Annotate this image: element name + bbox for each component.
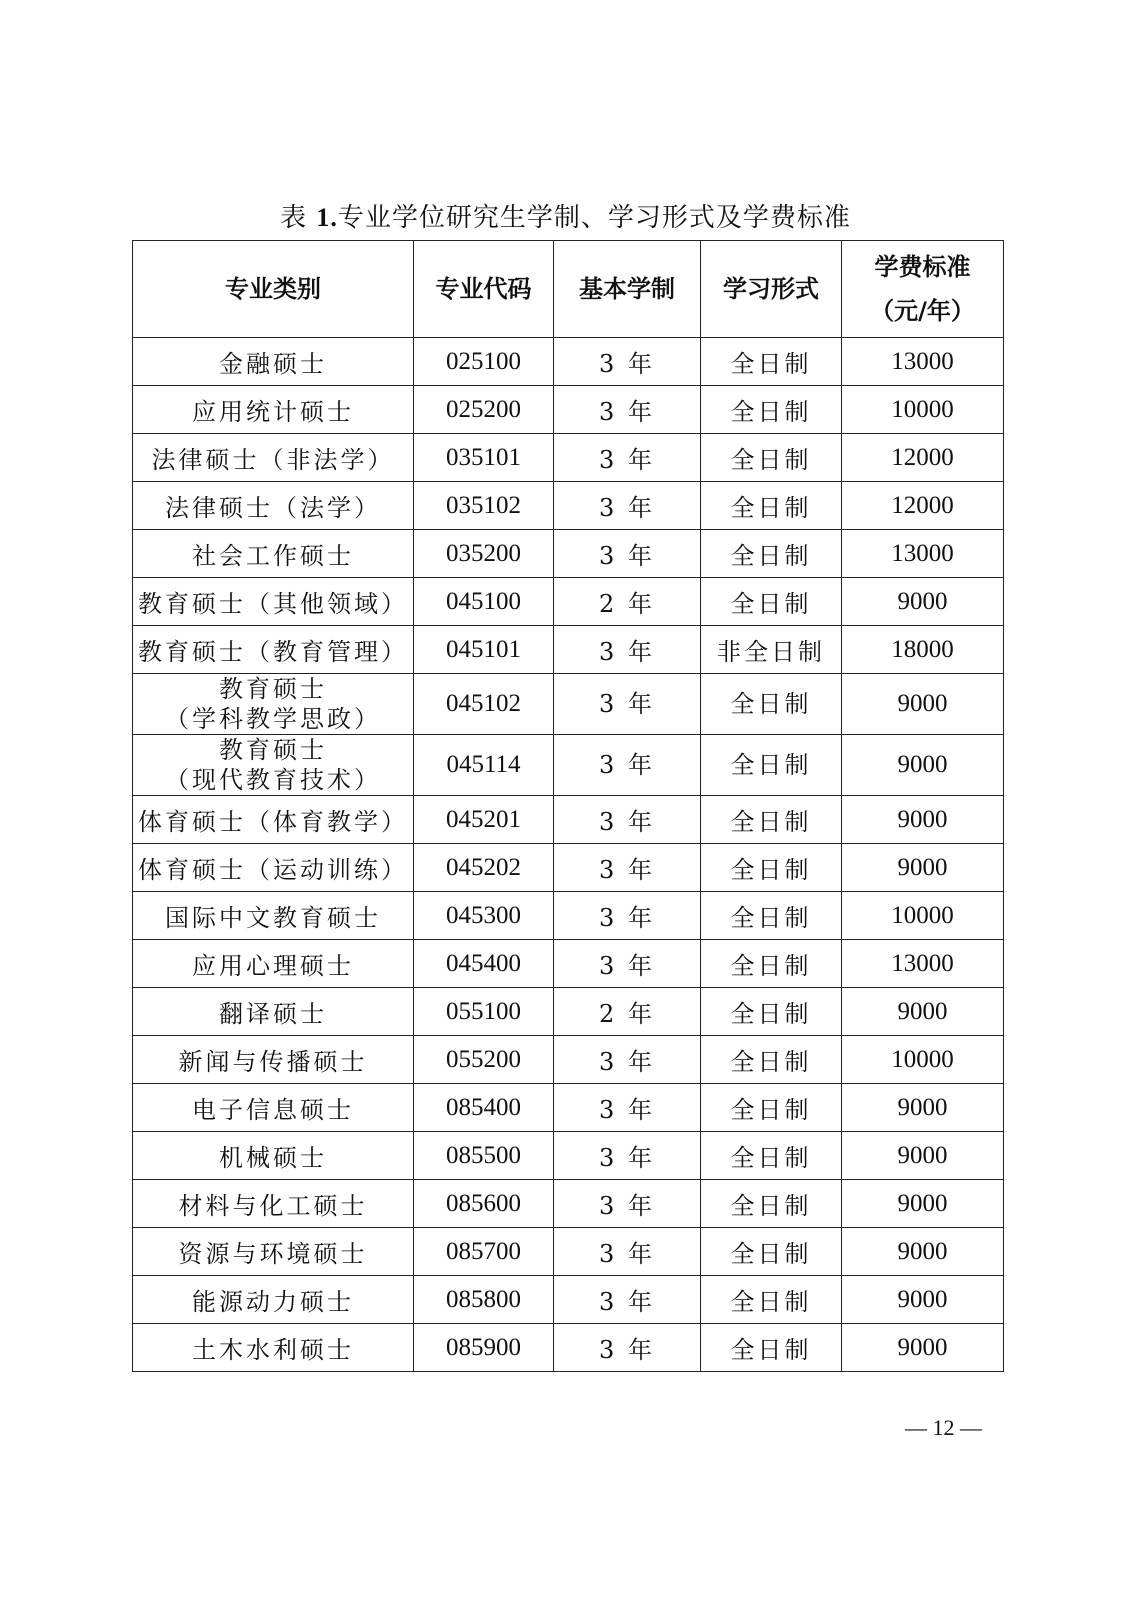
cell-category: 社会工作硕士 <box>133 530 414 578</box>
cell-fee: 9000 <box>842 1180 1004 1228</box>
header-fee-unit: （元/年） <box>870 297 975 325</box>
cell-category-line1: 教育硕士 <box>219 675 327 703</box>
cell-fee: 13000 <box>842 530 1004 578</box>
cell-code: 045102 <box>414 674 554 735</box>
cell-code: 085500 <box>414 1132 554 1180</box>
cell-code: 025100 <box>414 338 554 386</box>
cell-fee: 10000 <box>842 892 1004 940</box>
cell-category: 翻译硕士 <box>133 988 414 1036</box>
header-duration: 基本学制 <box>554 241 701 338</box>
cell-study-mode: 全日制 <box>701 338 842 386</box>
cell-code: 035102 <box>414 482 554 530</box>
cell-category: 材料与化工硕士 <box>133 1180 414 1228</box>
table-header-row <box>133 241 1004 338</box>
cell-category: 法律硕士（非法学） <box>133 434 414 482</box>
cell-fee: 9000 <box>842 1084 1004 1132</box>
cell-fee: 9000 <box>842 578 1004 626</box>
cell-fee: 10000 <box>842 1036 1004 1084</box>
cell-code: 085900 <box>414 1324 554 1372</box>
table-row <box>133 578 1004 626</box>
table-title <box>0 198 1131 238</box>
cell-code: 035200 <box>414 530 554 578</box>
cell-duration: 3 年 <box>554 338 701 386</box>
cell-fee: 12000 <box>842 482 1004 530</box>
cell-duration: 3 年 <box>554 434 701 482</box>
cell-study-mode: 全日制 <box>701 1132 842 1180</box>
cell-study-mode: 全日制 <box>701 1180 842 1228</box>
cell-fee: 9000 <box>842 1132 1004 1180</box>
cell-category: 教育硕士（教育管理） <box>133 626 414 674</box>
cell-duration: 3 年 <box>554 1132 701 1180</box>
cell-category: 应用统计硕士 <box>133 386 414 434</box>
header-fee-label: 学费标准 <box>874 253 971 281</box>
table-title-prefix: 表 <box>280 203 317 233</box>
cell-category: 新闻与传播硕士 <box>133 1036 414 1084</box>
cell-category: 资源与环境硕士 <box>133 1228 414 1276</box>
cell-study-mode: 全日制 <box>701 674 842 735</box>
cell-fee: 9000 <box>842 1324 1004 1372</box>
cell-study-mode: 全日制 <box>701 386 842 434</box>
cell-study-mode: 非全日制 <box>701 626 842 674</box>
cell-study-mode: 全日制 <box>701 482 842 530</box>
cell-duration: 3 年 <box>554 674 701 735</box>
cell-code: 035101 <box>414 434 554 482</box>
cell-duration: 3 年 <box>554 1036 701 1084</box>
table-row <box>133 338 1004 386</box>
table-body <box>133 338 1004 1372</box>
cell-code: 025200 <box>414 386 554 434</box>
cell-code: 045300 <box>414 892 554 940</box>
cell-code: 055200 <box>414 1036 554 1084</box>
cell-code: 055100 <box>414 988 554 1036</box>
cell-category: 应用心理硕士 <box>133 940 414 988</box>
cell-fee: 9000 <box>842 796 1004 844</box>
cell-category: 国际中文教育硕士 <box>133 892 414 940</box>
cell-duration: 2 年 <box>554 988 701 1036</box>
cell-code: 045114 <box>414 735 554 796</box>
cell-category: 教育硕士（其他领域） <box>133 578 414 626</box>
cell-code: 045100 <box>414 578 554 626</box>
cell-study-mode: 全日制 <box>701 530 842 578</box>
tuition-table <box>132 240 1004 1372</box>
cell-study-mode: 全日制 <box>701 578 842 626</box>
cell-fee: 18000 <box>842 626 1004 674</box>
cell-duration: 3 年 <box>554 735 701 796</box>
cell-code: 085600 <box>414 1180 554 1228</box>
table-row <box>133 674 1004 735</box>
table-row <box>133 626 1004 674</box>
table-row <box>133 1084 1004 1132</box>
cell-category-line1: 教育硕士 <box>219 736 327 764</box>
cell-duration: 3 年 <box>554 892 701 940</box>
cell-study-mode: 全日制 <box>701 1228 842 1276</box>
table-row <box>133 1324 1004 1372</box>
page-number: — 12 — <box>905 1415 982 1440</box>
cell-study-mode: 全日制 <box>701 844 842 892</box>
cell-fee: 10000 <box>842 386 1004 434</box>
cell-duration: 3 年 <box>554 1276 701 1324</box>
cell-duration: 3 年 <box>554 1180 701 1228</box>
cell-study-mode: 全日制 <box>701 1276 842 1324</box>
table-row <box>133 1132 1004 1180</box>
cell-fee: 9000 <box>842 988 1004 1036</box>
table-row <box>133 530 1004 578</box>
cell-fee: 9000 <box>842 1276 1004 1324</box>
cell-study-mode: 全日制 <box>701 940 842 988</box>
cell-fee: 9000 <box>842 844 1004 892</box>
table-row <box>133 1036 1004 1084</box>
cell-duration: 3 年 <box>554 796 701 844</box>
cell-duration: 3 年 <box>554 482 701 530</box>
cell-fee: 9000 <box>842 1228 1004 1276</box>
cell-duration: 3 年 <box>554 940 701 988</box>
cell-study-mode: 全日制 <box>701 988 842 1036</box>
cell-fee: 13000 <box>842 338 1004 386</box>
cell-duration: 2 年 <box>554 578 701 626</box>
cell-category: 体育硕士（运动训练） <box>133 844 414 892</box>
cell-study-mode: 全日制 <box>701 735 842 796</box>
cell-code: 045400 <box>414 940 554 988</box>
table-row <box>133 796 1004 844</box>
cell-duration: 3 年 <box>554 386 701 434</box>
cell-study-mode: 全日制 <box>701 1036 842 1084</box>
table-row <box>133 1276 1004 1324</box>
table-row <box>133 482 1004 530</box>
cell-study-mode: 全日制 <box>701 796 842 844</box>
cell-category: 体育硕士（体育教学） <box>133 796 414 844</box>
table-row <box>133 1180 1004 1228</box>
cell-duration: 3 年 <box>554 844 701 892</box>
cell-fee: 13000 <box>842 940 1004 988</box>
table-row <box>133 1228 1004 1276</box>
cell-study-mode: 全日制 <box>701 892 842 940</box>
cell-code: 085800 <box>414 1276 554 1324</box>
header-study-mode: 学习形式 <box>701 241 842 338</box>
cell-duration: 3 年 <box>554 1084 701 1132</box>
cell-study-mode: 全日制 <box>701 1324 842 1372</box>
cell-category: 机械硕士 <box>133 1132 414 1180</box>
cell-code: 085700 <box>414 1228 554 1276</box>
cell-category-line2: （现代教育技术） <box>165 766 381 794</box>
cell-code: 045101 <box>414 626 554 674</box>
cell-category: 电子信息硕士 <box>133 1084 414 1132</box>
cell-duration: 3 年 <box>554 626 701 674</box>
header-category: 专业类别 <box>133 241 414 338</box>
cell-code: 045201 <box>414 796 554 844</box>
header-fee <box>842 241 1004 338</box>
table-row <box>133 735 1004 796</box>
table-row <box>133 844 1004 892</box>
cell-category: 土木水利硕士 <box>133 1324 414 1372</box>
cell-code: 045202 <box>414 844 554 892</box>
cell-category: 法律硕士（法学） <box>133 482 414 530</box>
table-row <box>133 434 1004 482</box>
table-row <box>133 892 1004 940</box>
cell-study-mode: 全日制 <box>701 1084 842 1132</box>
cell-duration: 3 年 <box>554 1228 701 1276</box>
cell-code: 085400 <box>414 1084 554 1132</box>
cell-duration: 3 年 <box>554 1324 701 1372</box>
cell-category <box>133 735 414 796</box>
cell-category: 能源动力硕士 <box>133 1276 414 1324</box>
table-row <box>133 940 1004 988</box>
header-code: 专业代码 <box>414 241 554 338</box>
cell-duration: 3 年 <box>554 530 701 578</box>
table-row <box>133 988 1004 1036</box>
cell-category: 金融硕士 <box>133 338 414 386</box>
cell-fee: 12000 <box>842 434 1004 482</box>
cell-fee: 9000 <box>842 735 1004 796</box>
table-row <box>133 386 1004 434</box>
table-title-number: 1. <box>316 203 338 232</box>
cell-fee: 9000 <box>842 674 1004 735</box>
cell-study-mode: 全日制 <box>701 434 842 482</box>
cell-category <box>133 674 414 735</box>
cell-category-line2: （学科教学思政） <box>165 705 381 733</box>
table-title-text: 专业学位研究生学制、学习形式及学费标准 <box>337 203 851 233</box>
